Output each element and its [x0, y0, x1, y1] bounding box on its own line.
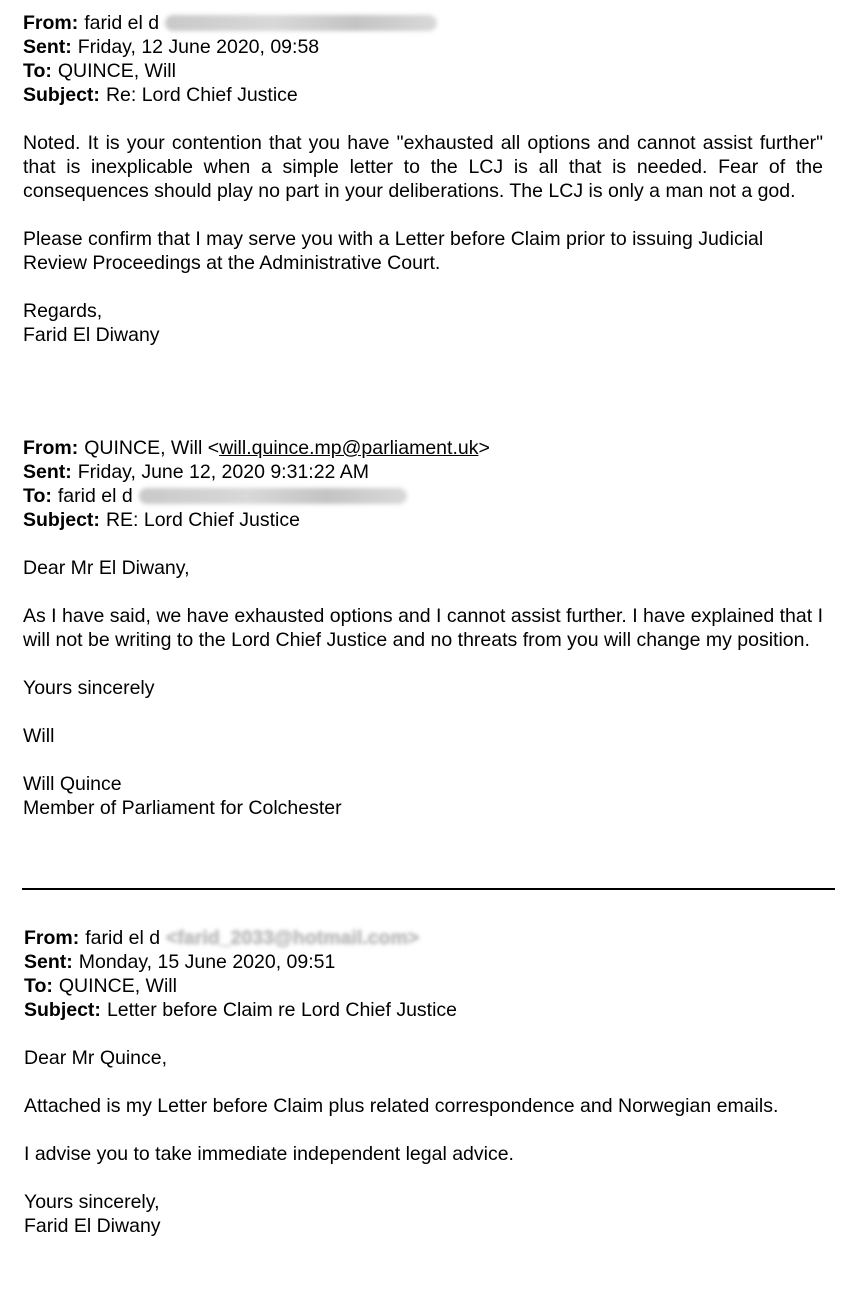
to-value: QUINCE, Will [58, 975, 177, 997]
body-paragraph: As I have said, we have exhausted options and I cannot assist further. I have explained that I will not be writing to the Lord Chief Justice and no threats from you will change my position. [23, 605, 824, 651]
to-label: To: [24, 975, 53, 997]
signature-name: Will Quince [23, 773, 122, 795]
subject-line [24, 998, 833, 1022]
from-name: farid el d [84, 12, 160, 34]
sent-label: Sent: [24, 951, 73, 973]
greeting: Dear Mr El Diwany, [23, 557, 190, 579]
from-email-link[interactable]: will.quince.mp@parliament.uk [219, 437, 479, 459]
short-signature: Will [23, 725, 55, 747]
to-value: QUINCE, Will [57, 60, 176, 82]
signoff: Yours sincerely, [24, 1191, 160, 1213]
to-value: farid el d [57, 485, 133, 507]
subject-line [23, 83, 823, 107]
redacted-email-address [139, 488, 407, 504]
sent-label: Sent: [23, 461, 72, 483]
signature-title: Member of Parliament for Colchester [23, 797, 342, 819]
subject-value: Re: Lord Chief Justice [105, 84, 298, 106]
to-line [24, 974, 833, 998]
from-line [23, 11, 823, 35]
body-paragraph: Attached is my Letter before Claim plus related correspondence and Norwegian emails. [24, 1095, 779, 1117]
sent-label: Sent: [23, 36, 72, 58]
sent-value: Friday, June 12, 2020 9:31:22 AM [77, 461, 369, 483]
email-message-3 [24, 926, 833, 1238]
signoff: Yours sincerely [23, 677, 155, 699]
from-line [24, 926, 833, 950]
subject-line [23, 508, 823, 532]
sent-value: Monday, 15 June 2020, 09:51 [78, 951, 336, 973]
redacted-email-address: <farid_2033@hotmail.com> [166, 927, 420, 949]
subject-label: Subject: [23, 509, 100, 531]
sent-value: Friday, 12 June 2020, 09:58 [77, 36, 320, 58]
body-paragraph: I advise you to take immediate independent legal advice. [24, 1143, 514, 1165]
to-line [23, 59, 823, 83]
sent-line [23, 460, 823, 484]
from-name: QUINCE, Will [84, 437, 203, 459]
from-label: From: [23, 437, 79, 459]
signature: Farid El Diwany [23, 324, 160, 346]
sent-line [23, 35, 823, 59]
sent-line [24, 950, 833, 974]
body-paragraph: Please confirm that I may serve you with a Letter before Claim prior to issuing Judicial Review Proceedings at the Administrative Court. [23, 228, 764, 274]
email-message-2 [23, 436, 823, 820]
from-label: From: [24, 927, 80, 949]
subject-value: RE: Lord Chief Justice [105, 509, 300, 531]
section-divider [22, 888, 835, 890]
greeting: Dear Mr Quince, [24, 1047, 168, 1069]
redacted-email-address [165, 15, 437, 31]
subject-label: Subject: [24, 999, 101, 1021]
to-line [23, 484, 823, 508]
from-name: farid el d [85, 927, 161, 949]
from-line: From: QUINCE, Will < will.quince.mp@parliament.uk > [23, 437, 490, 459]
subject-label: Subject: [23, 84, 100, 106]
to-label: To: [23, 485, 52, 507]
body-paragraph: Noted. It is your contention that you have "exhausted all options and cannot assist further" that is inexplicable when a simple letter to the LCJ is all that is needed. Fear of the consequences should play no part in your deliberations. The LCJ is only a man not a god. [23, 132, 823, 202]
from-label: From: [23, 12, 79, 34]
signature: Farid El Diwany [24, 1215, 161, 1237]
email-message-1 [23, 11, 823, 347]
to-label: To: [23, 60, 52, 82]
signoff: Regards, [23, 300, 103, 322]
subject-value: Letter before Claim re Lord Chief Justice [106, 999, 458, 1021]
